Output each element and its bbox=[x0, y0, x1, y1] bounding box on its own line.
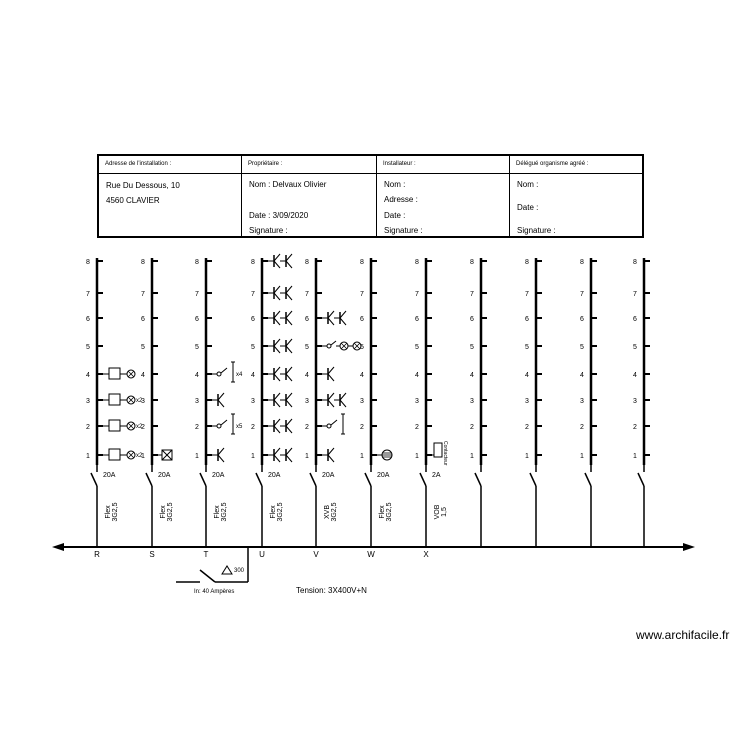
load-box-light-symbol bbox=[103, 368, 135, 379]
symbol-socket-arm bbox=[218, 455, 224, 462]
load-heater-symbol bbox=[377, 450, 392, 460]
slot-number: 1 bbox=[305, 453, 309, 460]
circuit-V bbox=[305, 258, 361, 559]
cable-type: Flex bbox=[160, 505, 167, 519]
symbol-tag: x5 bbox=[236, 424, 243, 430]
symbol-socket-arm bbox=[218, 448, 224, 455]
owner-title: Propriétaire : bbox=[248, 161, 283, 167]
symbol-switch-dot bbox=[217, 372, 221, 376]
load-socket-symbol bbox=[212, 448, 224, 462]
cable-section: 3G2,5 bbox=[221, 502, 228, 522]
breaker-rating: 20A bbox=[322, 472, 335, 479]
slot-number: 5 bbox=[86, 344, 90, 351]
slot-number: 5 bbox=[633, 344, 637, 351]
slot-number: 8 bbox=[86, 259, 90, 266]
symbol-socket-arm bbox=[286, 311, 292, 318]
symbol-socket-arm bbox=[340, 393, 346, 400]
slot-number: 6 bbox=[141, 316, 145, 323]
circuit-R bbox=[86, 258, 143, 559]
slot-number: 7 bbox=[633, 291, 637, 298]
slot-number: 7 bbox=[86, 291, 90, 298]
slot-number: 8 bbox=[470, 259, 474, 266]
symbol-socket-arm bbox=[340, 311, 346, 318]
slot-number: 4 bbox=[251, 372, 255, 379]
symbol-socket-arm bbox=[286, 254, 292, 261]
watermark: www.archifacile.fr bbox=[636, 628, 730, 642]
load-double-socket-symbol bbox=[268, 286, 292, 300]
load-double-socket-symbol bbox=[268, 448, 292, 462]
owner-date: Date : 3/09/2020 bbox=[249, 211, 309, 220]
slot-number: 2 bbox=[195, 424, 199, 431]
symbol-socket-arm bbox=[340, 400, 346, 407]
symbol-tag: x2 bbox=[136, 424, 143, 430]
slot-number: 4 bbox=[141, 372, 145, 379]
load-switch-symbol bbox=[212, 362, 243, 382]
cable-type: Flex bbox=[105, 505, 112, 519]
slot-number: 1 bbox=[470, 453, 474, 460]
symbol-socket-arm bbox=[328, 448, 334, 455]
slot-number: 6 bbox=[305, 316, 309, 323]
symbol-box bbox=[109, 368, 120, 379]
symbol-socket-arm bbox=[328, 367, 334, 374]
differential-value: 300 bbox=[234, 568, 245, 574]
load-box-light-symbol bbox=[103, 420, 143, 431]
symbol-socket-arm bbox=[286, 455, 292, 462]
load-double-socket-symbol bbox=[268, 311, 292, 325]
slot-number: 5 bbox=[580, 344, 584, 351]
slot-number: 5 bbox=[305, 344, 309, 351]
symbol-socket-arm bbox=[328, 311, 334, 318]
slot-number: 3 bbox=[580, 398, 584, 405]
breaker-blade bbox=[585, 473, 591, 486]
installer-address: Adresse : bbox=[384, 195, 418, 204]
slot-number: 8 bbox=[633, 259, 637, 266]
symbol-socket-arm bbox=[340, 318, 346, 325]
delegate-signature: Signature : bbox=[517, 226, 556, 235]
slot-number: 7 bbox=[470, 291, 474, 298]
symbol-socket-arm bbox=[274, 374, 280, 381]
slot-number: 8 bbox=[141, 259, 145, 266]
load-box-light-symbol bbox=[103, 394, 143, 405]
load-socket-symbol bbox=[212, 393, 224, 407]
cable-section: 3G2,5 bbox=[167, 502, 174, 522]
slot-number: 8 bbox=[305, 259, 309, 266]
symbol-socket-arm bbox=[328, 318, 334, 325]
slot-number: 1 bbox=[195, 453, 199, 460]
symbol-socket-arm bbox=[286, 339, 292, 346]
breaker-blade bbox=[200, 473, 206, 486]
symbol-tag: x4 bbox=[236, 372, 243, 378]
load-double-socket-symbol bbox=[322, 311, 346, 325]
slot-number: 5 bbox=[415, 344, 419, 351]
slot-number: 2 bbox=[141, 424, 145, 431]
slot-number: 6 bbox=[86, 316, 90, 323]
cable-section: 3G2,5 bbox=[112, 502, 119, 522]
symbol-socket-arm bbox=[274, 254, 280, 261]
symbol-switch-arm bbox=[331, 420, 337, 425]
slot-number: 4 bbox=[360, 372, 364, 379]
circuit-spare-11 bbox=[633, 258, 650, 547]
slot-number: 7 bbox=[525, 291, 529, 298]
breaker-blade bbox=[420, 473, 426, 486]
differential-triangle-icon bbox=[222, 566, 232, 574]
breaker-blade bbox=[475, 473, 481, 486]
breaker-blade bbox=[638, 473, 644, 486]
installation-address-title: Adresse de l'installation : bbox=[105, 161, 172, 167]
symbol-socket-arm bbox=[274, 318, 280, 325]
slot-number: 3 bbox=[633, 398, 637, 405]
symbol-tag: x2 bbox=[136, 398, 143, 404]
slot-number: 3 bbox=[195, 398, 199, 405]
owner-signature: Signature : bbox=[249, 226, 288, 235]
symbol-box bbox=[109, 394, 120, 405]
delegate-date: Date : bbox=[517, 203, 539, 212]
contactor-label: Contacteur bbox=[442, 441, 448, 466]
symbol-socket-arm bbox=[274, 286, 280, 293]
symbol-switch-dot bbox=[327, 424, 331, 428]
slot-number: 5 bbox=[470, 344, 474, 351]
symbol-socket-arm bbox=[286, 448, 292, 455]
delegate-title: Délégué organisme agréé : bbox=[516, 161, 589, 167]
breaker-blade bbox=[146, 473, 152, 486]
slot-number: 8 bbox=[195, 259, 199, 266]
circuit-X bbox=[415, 258, 448, 559]
slot-number: 1 bbox=[633, 453, 637, 460]
installer-name: Nom : bbox=[384, 180, 406, 189]
load-double-socket-symbol bbox=[268, 339, 292, 353]
slot-number: 7 bbox=[251, 291, 255, 298]
symbol-switch-dot bbox=[217, 424, 221, 428]
symbol-socket-arm bbox=[274, 311, 280, 318]
load-double-socket-symbol bbox=[322, 393, 346, 407]
symbol-box bbox=[109, 420, 120, 431]
slot-number: 2 bbox=[470, 424, 474, 431]
load-double-socket-symbol bbox=[268, 254, 292, 268]
slot-number: 4 bbox=[86, 372, 90, 379]
phase-label: T bbox=[203, 550, 209, 559]
symbol-socket-arm bbox=[274, 400, 280, 407]
slot-number: 5 bbox=[525, 344, 529, 351]
slot-number: 3 bbox=[251, 398, 255, 405]
cable-section: 3G2,5 bbox=[277, 502, 284, 522]
cable-section: 3G2,5 bbox=[331, 502, 338, 522]
symbol-socket-arm bbox=[328, 374, 334, 381]
slot-number: 4 bbox=[633, 372, 637, 379]
symbol-socket-arm bbox=[274, 426, 280, 433]
slot-number: 5 bbox=[195, 344, 199, 351]
installation-street: Rue Du Dessous, 10 bbox=[106, 181, 180, 190]
slot-number: 3 bbox=[360, 398, 364, 405]
slot-number: 4 bbox=[415, 372, 419, 379]
circuit-U bbox=[251, 254, 292, 559]
slot-number: 7 bbox=[305, 291, 309, 298]
breaker-blade bbox=[256, 473, 262, 486]
slot-number: 6 bbox=[633, 316, 637, 323]
slot-number: 3 bbox=[86, 398, 90, 405]
bus-arrow-left bbox=[52, 543, 64, 551]
symbol-socket-arm bbox=[274, 448, 280, 455]
symbol-socket-arm bbox=[286, 261, 292, 268]
owner-name: Nom : Delvaux Olivier bbox=[249, 180, 327, 189]
installer-date: Date : bbox=[384, 211, 406, 220]
slot-number: 4 bbox=[305, 372, 309, 379]
symbol-socket-arm bbox=[274, 419, 280, 426]
slot-number: 6 bbox=[195, 316, 199, 323]
main-breaker-blade bbox=[200, 570, 215, 582]
phase-label: V bbox=[313, 550, 319, 559]
load-double-socket-symbol bbox=[268, 367, 292, 381]
symbol-socket-arm bbox=[286, 293, 292, 300]
symbol-socket-arm bbox=[218, 393, 224, 400]
breaker-rating: 20A bbox=[103, 472, 116, 479]
slot-number: 4 bbox=[525, 372, 529, 379]
symbol-switch-arm bbox=[331, 341, 336, 345]
slot-number: 2 bbox=[360, 424, 364, 431]
load-box-light-symbol bbox=[103, 449, 143, 460]
symbol-tag: x2 bbox=[136, 453, 143, 459]
slot-number: 6 bbox=[580, 316, 584, 323]
slot-number: 7 bbox=[415, 291, 419, 298]
symbol-socket-arm bbox=[274, 367, 280, 374]
phase-label: W bbox=[367, 550, 375, 559]
symbol-socket-arm bbox=[328, 400, 334, 407]
load-switch-symbol bbox=[322, 414, 345, 434]
symbol-box bbox=[109, 449, 120, 460]
symbol-socket-arm bbox=[328, 393, 334, 400]
cable-section: 3G2,5 bbox=[386, 502, 393, 522]
contactor-box bbox=[434, 443, 442, 457]
slot-number: 2 bbox=[305, 424, 309, 431]
breaker-blade bbox=[530, 473, 536, 486]
slot-number: 8 bbox=[580, 259, 584, 266]
slot-number: 3 bbox=[141, 398, 145, 405]
slot-number: 8 bbox=[251, 259, 255, 266]
phase-label: R bbox=[94, 550, 100, 559]
symbol-socket-arm bbox=[286, 346, 292, 353]
breaker-rating: 20A bbox=[158, 472, 171, 479]
slot-number: 7 bbox=[141, 291, 145, 298]
symbol-socket-arm bbox=[286, 426, 292, 433]
cable-type: Flex bbox=[379, 505, 386, 519]
slot-number: 6 bbox=[525, 316, 529, 323]
circuit-spare-9 bbox=[525, 258, 542, 547]
slot-number: 1 bbox=[251, 453, 255, 460]
slot-number: 6 bbox=[415, 316, 419, 323]
cable-type: Flex bbox=[214, 505, 221, 519]
breaker-blade bbox=[365, 473, 371, 486]
slot-number: 5 bbox=[360, 344, 364, 351]
symbol-switch-arm bbox=[221, 420, 227, 425]
slot-number: 5 bbox=[251, 344, 255, 351]
phase-label: X bbox=[423, 550, 429, 559]
slot-number: 2 bbox=[633, 424, 637, 431]
load-socket-symbol bbox=[322, 367, 334, 381]
slot-number: 6 bbox=[360, 316, 364, 323]
installer-signature: Signature : bbox=[384, 226, 423, 235]
slot-number: 2 bbox=[415, 424, 419, 431]
slot-number: 7 bbox=[360, 291, 364, 298]
circuit-spare-10 bbox=[580, 258, 597, 547]
slot-number: 1 bbox=[141, 453, 145, 460]
symbol-switch-dot bbox=[327, 344, 331, 348]
circuit-S bbox=[141, 258, 174, 559]
circuit-T bbox=[195, 258, 243, 559]
slot-number: 1 bbox=[86, 453, 90, 460]
symbol-switch-arm bbox=[221, 368, 227, 373]
symbol-socket-arm bbox=[286, 393, 292, 400]
circuit-spare-8 bbox=[470, 258, 487, 547]
slot-number: 6 bbox=[470, 316, 474, 323]
symbol-socket-arm bbox=[286, 374, 292, 381]
load-double-socket-symbol bbox=[268, 393, 292, 407]
contactor-symbol bbox=[432, 441, 448, 466]
slot-number: 3 bbox=[415, 398, 419, 405]
load-switch-symbol bbox=[212, 414, 243, 434]
symbol-socket-arm bbox=[286, 400, 292, 407]
slot-number: 4 bbox=[470, 372, 474, 379]
slot-number: 1 bbox=[360, 453, 364, 460]
symbol-socket-arm bbox=[286, 286, 292, 293]
breaker-rating: 20A bbox=[377, 472, 390, 479]
breaker-rating: 2A bbox=[432, 472, 441, 479]
symbol-socket-arm bbox=[286, 367, 292, 374]
symbol-socket-arm bbox=[328, 455, 334, 462]
slot-number: 2 bbox=[525, 424, 529, 431]
cable-type: VOB bbox=[434, 504, 441, 520]
breaker-blade bbox=[91, 473, 97, 486]
main-breaker bbox=[176, 547, 248, 595]
phase-label: U bbox=[259, 550, 265, 559]
slot-number: 2 bbox=[580, 424, 584, 431]
symbol-socket-arm bbox=[286, 318, 292, 325]
bus-arrow-right bbox=[683, 543, 695, 551]
slot-number: 8 bbox=[415, 259, 419, 266]
symbol-socket-arm bbox=[286, 419, 292, 426]
load-socket-symbol bbox=[322, 448, 334, 462]
breaker-rating: 20A bbox=[212, 472, 225, 479]
symbol-socket-arm bbox=[274, 346, 280, 353]
main-breaker-rating: In: 40 Ampères bbox=[194, 589, 235, 595]
tension-label: Tension: 3X400V+N bbox=[296, 586, 367, 595]
symbol-socket-arm bbox=[274, 339, 280, 346]
slot-number: 6 bbox=[251, 316, 255, 323]
slot-number: 4 bbox=[195, 372, 199, 379]
slot-number: 4 bbox=[580, 372, 584, 379]
slot-number: 3 bbox=[525, 398, 529, 405]
load-switch-lights-symbol bbox=[322, 341, 361, 350]
symbol-socket-arm bbox=[274, 393, 280, 400]
slot-number: 8 bbox=[525, 259, 529, 266]
slot-number: 2 bbox=[86, 424, 90, 431]
installation-city: 4560 CLAVIER bbox=[106, 196, 160, 205]
slot-number: 1 bbox=[415, 453, 419, 460]
symbol-socket-arm bbox=[274, 261, 280, 268]
slot-number: 7 bbox=[195, 291, 199, 298]
slot-number: 3 bbox=[305, 398, 309, 405]
breaker-blade bbox=[310, 473, 316, 486]
slot-number: 5 bbox=[141, 344, 145, 351]
slot-number: 3 bbox=[470, 398, 474, 405]
installer-title: Installateur : bbox=[383, 161, 416, 167]
cable-type: Flex bbox=[270, 505, 277, 519]
slot-number: 7 bbox=[580, 291, 584, 298]
symbol-socket-arm bbox=[218, 400, 224, 407]
delegate-name: Nom : bbox=[517, 180, 539, 189]
slot-number: 2 bbox=[251, 424, 255, 431]
slot-number: 1 bbox=[525, 453, 529, 460]
cable-type: XVB bbox=[324, 504, 331, 520]
cable-section: 1,5 bbox=[441, 507, 448, 517]
slot-number: 1 bbox=[580, 453, 584, 460]
load-crossed-box-symbol bbox=[158, 450, 172, 460]
load-double-socket-symbol bbox=[268, 419, 292, 433]
symbol-socket-arm bbox=[274, 455, 280, 462]
circuit-W bbox=[360, 258, 393, 559]
breaker-rating: 20A bbox=[268, 472, 281, 479]
phase-label: S bbox=[149, 550, 155, 559]
slot-number: 8 bbox=[360, 259, 364, 266]
symbol-socket-arm bbox=[274, 293, 280, 300]
